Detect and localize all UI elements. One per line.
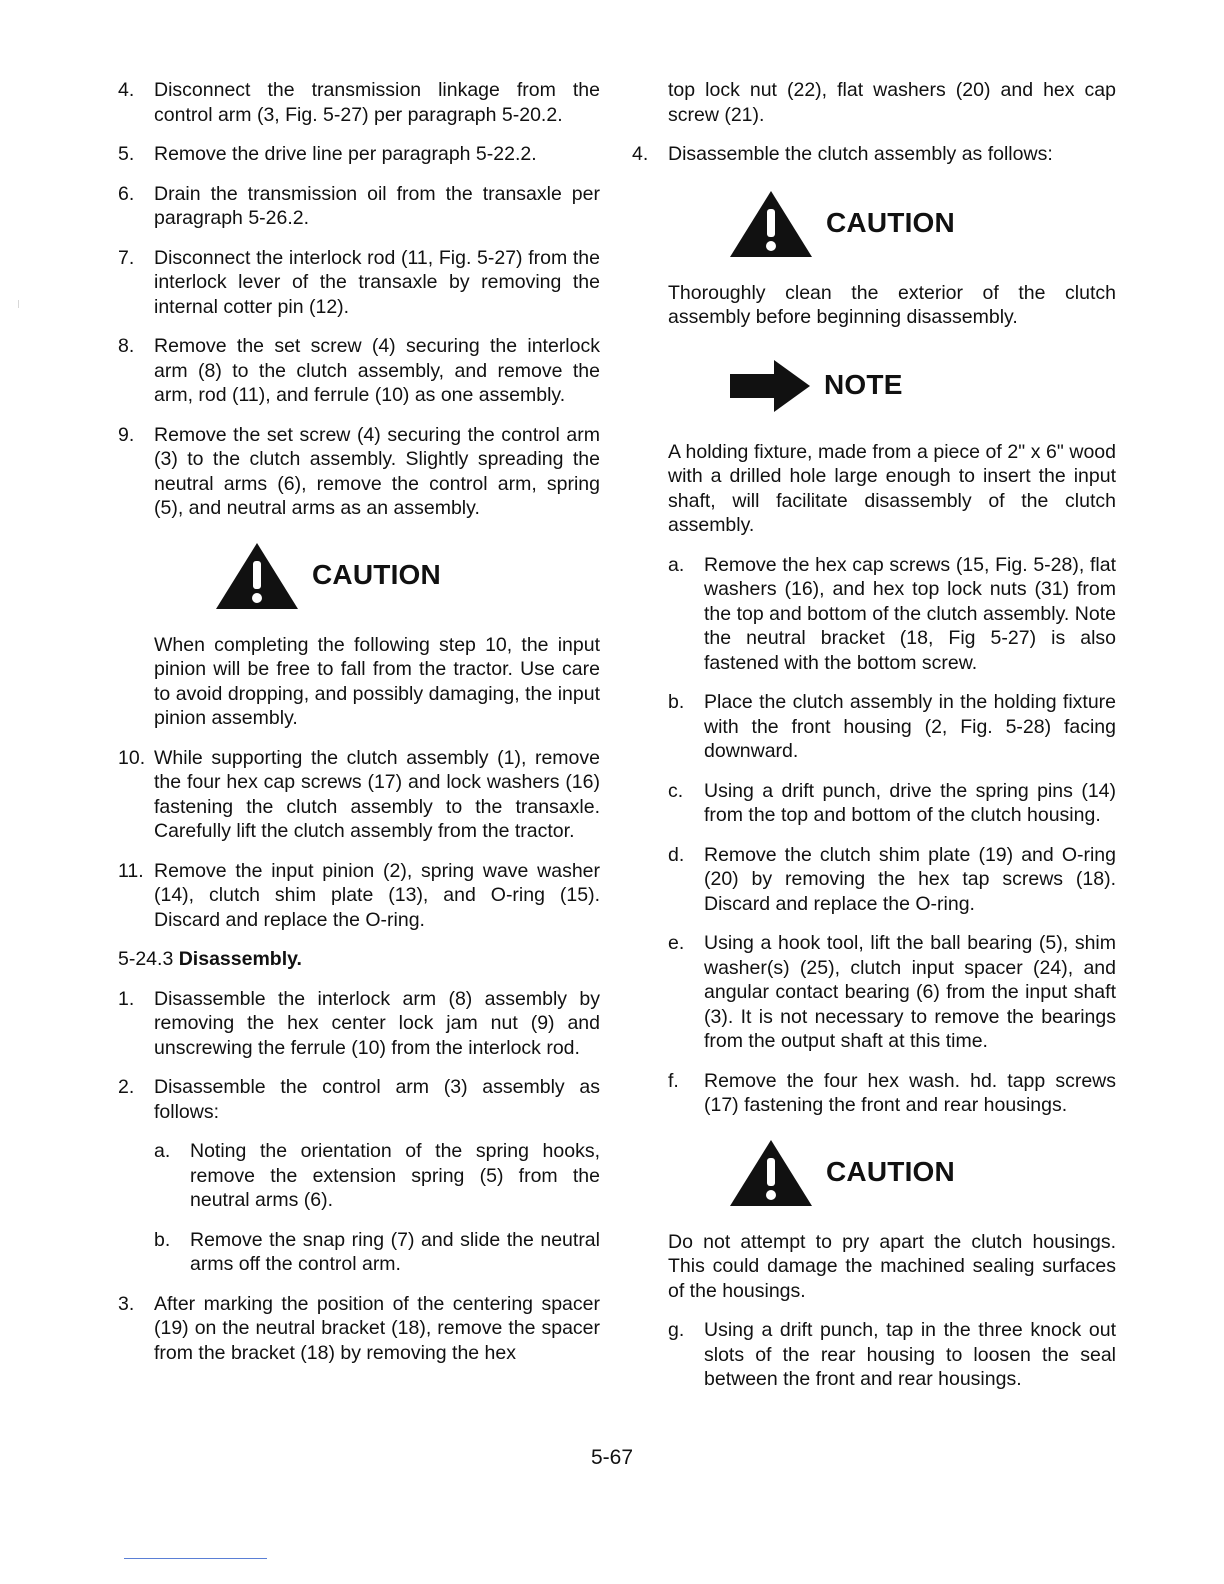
- item-text: While supporting the clutch assembly (1), remove the four hex cap screws (17) and lock washers (16) fastening the clutch assembly to the transaxle. Carefully lift the clutch assembly from the tractor.: [154, 746, 600, 842]
- item-text: Remove the snap ring (7) and slide the neutral arms off the control arm.: [190, 1228, 600, 1275]
- item-number: 8.: [118, 335, 135, 357]
- item-number: b.: [668, 691, 685, 713]
- item-number: 6.: [118, 182, 135, 205]
- item-number: e.: [668, 932, 685, 954]
- section-number: 5-24.3: [118, 948, 174, 970]
- item-text: Disassemble the clutch assembly as follows:: [668, 143, 1053, 165]
- note-text: A holding fixture, made from a piece of 2" x 6" wood with a drilled hole large enough to insert the input shaft, will facilitate disassembly of the clutch assembly.: [668, 440, 1116, 536]
- item-number: 1.: [118, 987, 135, 1010]
- arrow-right-icon: [728, 358, 812, 414]
- caution-text: When completing the following step 10, the input pinion will be free to fall from the tractor. Use care to avoid dropping, and possibly damaging, the input pinion assembly.: [154, 633, 600, 729]
- left-column: [118, 78, 600, 1380]
- list-item: [118, 859, 600, 933]
- caution-callout-left: [214, 541, 600, 611]
- list-item: [632, 142, 1116, 167]
- list-item: [118, 182, 600, 231]
- caution-label: CAUTION: [826, 1156, 955, 1188]
- item-number: b.: [154, 1228, 171, 1251]
- list-item: [118, 1075, 600, 1124]
- item-text: Remove the drive line per paragraph 5-22.2.: [154, 143, 537, 165]
- item-text: Disassemble the control arm (3) assembly as follows:: [154, 1076, 600, 1123]
- warning-triangle-icon: [728, 1138, 814, 1208]
- list-item: [118, 142, 600, 167]
- list-item: [668, 843, 1116, 917]
- list-item: [118, 1292, 600, 1366]
- item-text: Remove the hex cap screws (15, Fig. 5-28), flat washers (16), and hex top lock nuts (31) from the top and bottom of the clutch assembly. Note the neutral bracket (18, Fig 5-27) is also fastened with the bottom screw.: [704, 553, 1116, 674]
- item-number: f.: [668, 1069, 679, 1092]
- note-label: NOTE: [824, 369, 903, 401]
- list-item: [154, 1139, 600, 1213]
- list-item: [668, 931, 1116, 1054]
- item-text: After marking the position of the centering spacer (19) on the neutral bracket (18), remove the spacer from the bracket (18) by removing the hex: [154, 1292, 600, 1364]
- item-text: Disconnect the interlock rod (11, Fig. 5-27) from the interlock lever of the transaxle by removing the internal cotter pin (12).: [154, 246, 600, 318]
- item-text: Using a drift punch, tap in the three knock out slots of the rear housing to loosen the seal between the front and rear housings.: [704, 1319, 1116, 1390]
- list-item: [154, 1228, 600, 1277]
- list-item: [668, 1318, 1116, 1392]
- footer-link-rule: [124, 1558, 267, 1559]
- caution-label: CAUTION: [312, 559, 441, 591]
- item-text: Disconnect the transmission linkage from the control arm (3, Fig. 5-27) per paragraph 5-20.2.: [154, 79, 600, 126]
- item-number: 5.: [118, 143, 135, 165]
- warning-triangle-icon: [214, 541, 300, 611]
- caution-label: CAUTION: [826, 207, 955, 239]
- item-number: 7.: [118, 246, 135, 269]
- item-text: Disassemble the interlock arm (8) assembly by removing the hex center lock jam nut (9) and unscrewing the ferrule (10) from the interlock rod.: [154, 987, 600, 1059]
- item-text: Remove the set screw (4) securing the interlock arm (8) to the clutch assembly, and remove the arm, rod (11), and ferrule (10) as one assembly.: [154, 335, 600, 406]
- section-heading: [118, 947, 600, 972]
- caution-callout-right-2: [728, 1138, 1116, 1208]
- scan-mark: [18, 300, 19, 308]
- item-number: 11.: [118, 859, 144, 882]
- list-item: [118, 334, 600, 408]
- item-number: 4.: [632, 143, 649, 165]
- item-text: Using a hook tool, lift the ball bearing (5), shim washer(s) (25), clutch input spacer (24), and angular contact bearing (6) from the input shaft (3). It is not necessary to remove the bearings from the output shaft at this time.: [704, 932, 1116, 1052]
- item-text: Remove the set screw (4) securing the control arm (3) to the clutch assembly. Slightly spreading the neutral arms (6), remove the control arm, spring (5), and neutral arms as an assembly.: [154, 423, 600, 519]
- item-number: d.: [668, 843, 685, 866]
- page-number: 5-67: [590, 1446, 634, 1469]
- list-item: [118, 246, 600, 320]
- list-item: [668, 553, 1116, 676]
- list-item: [118, 987, 600, 1061]
- right-column: [632, 78, 1116, 1407]
- item-number: 10.: [118, 746, 146, 769]
- item-number: g.: [668, 1319, 685, 1341]
- item-number: 9.: [118, 423, 135, 446]
- item-number: 3.: [118, 1292, 135, 1315]
- list-item: [668, 1069, 1116, 1118]
- item-text: Remove the input pinion (2), spring wave washer (14), clutch shim plate (13), and O-ring (15). Discard and replace the O-ring.: [154, 859, 600, 931]
- list-item: [118, 746, 600, 844]
- item-number: a.: [154, 1140, 171, 1162]
- section-title: Disassembly.: [178, 948, 302, 970]
- list-item: [118, 423, 600, 521]
- list-item: [668, 779, 1116, 828]
- item-number: a.: [668, 553, 685, 576]
- item-number: 2.: [118, 1076, 135, 1098]
- list-item: [668, 690, 1116, 764]
- warning-triangle-icon: [728, 189, 814, 259]
- item-text: Place the clutch assembly in the holding fixture with the front housing (2, Fig. 5-28) facing downward.: [704, 691, 1116, 762]
- caution-text: Do not attempt to pry apart the clutch housings. This could damage the machined sealing surfaces of the housings.: [668, 1230, 1116, 1302]
- list-item: [118, 78, 600, 127]
- item-number: 4.: [118, 79, 135, 101]
- continuation-text: top lock nut (22), flat washers (20) and hex cap screw (21).: [668, 79, 1116, 126]
- item-text: Remove the clutch shim plate (19) and O-ring (20) by removing the hex tap screws (18). Discard and replace the O-ring.: [704, 843, 1116, 915]
- note-callout: [728, 358, 1116, 414]
- item-text: Remove the four hex wash. hd. tapp screws (17) fastening the front and rear housings.: [704, 1069, 1116, 1116]
- item-number: c.: [668, 779, 684, 802]
- item-text: Noting the orientation of the spring hooks, remove the extension spring (5) from the neutral arms (6).: [190, 1140, 600, 1211]
- item-text: Drain the transmission oil from the transaxle per paragraph 5-26.2.: [154, 182, 600, 229]
- caution-callout-right-1: [728, 189, 1116, 259]
- item-text: Using a drift punch, drive the spring pins (14) from the top and bottom of the clutch housing.: [704, 779, 1116, 826]
- caution-text: Thoroughly clean the exterior of the clutch assembly before beginning disassembly.: [668, 281, 1116, 328]
